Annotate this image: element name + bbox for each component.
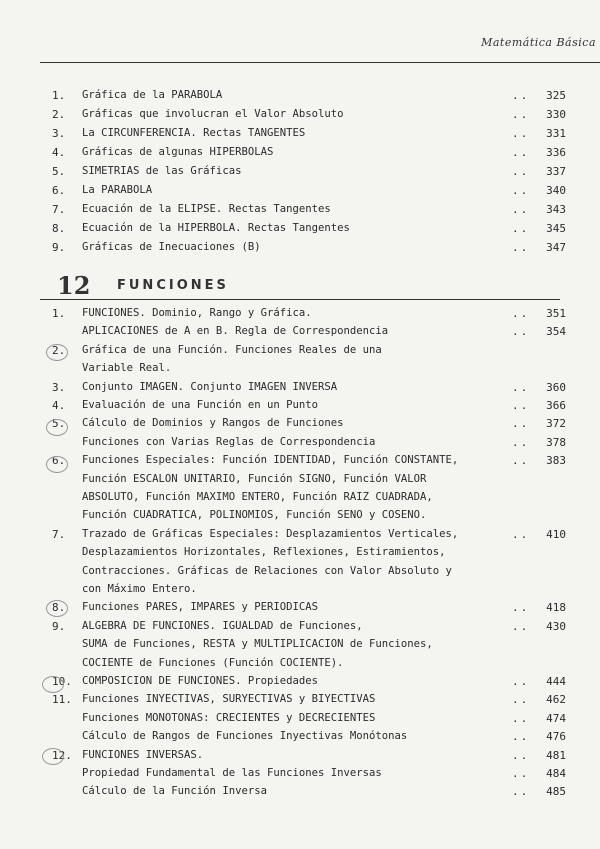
toc-entry <box>0 617 600 636</box>
toc-page-number: 481 <box>546 748 566 762</box>
toc-leader-dots: .. <box>512 675 530 688</box>
toc-page-number: 360 <box>546 380 566 394</box>
toc-page-number: 330 <box>546 108 566 121</box>
toc-entry-number: 11. <box>52 693 72 707</box>
hand-drawn-circle-mark <box>46 456 68 473</box>
toc-entry <box>0 470 600 489</box>
toc-page-number: 343 <box>546 203 566 216</box>
toc-entry-title: Variable Real. <box>82 362 172 375</box>
toc-page-number: 354 <box>546 325 566 339</box>
toc-page-number: 444 <box>546 675 566 688</box>
toc-entry <box>0 181 600 200</box>
toc-leader-dots: .. <box>512 108 530 121</box>
toc-entry <box>0 543 600 562</box>
toc-entry-title: SUMA de Funciones, RESTA y MULTIPLICACION de Funciones, <box>82 638 433 651</box>
toc-leader-dots: .. <box>512 767 530 780</box>
toc-page-number: 340 <box>546 184 566 197</box>
hand-drawn-circle-mark <box>42 748 64 765</box>
toc-entry <box>0 506 600 525</box>
toc-leader-dots: .. <box>512 601 530 615</box>
toc-entry-number: 5. <box>52 417 66 431</box>
toc-entry <box>0 238 600 257</box>
toc-leader-dots: .. <box>512 325 530 339</box>
toc-leader-dots: .. <box>512 203 530 216</box>
toc-leader-dots: .. <box>512 527 530 541</box>
toc-entry-title: Cálculo de Dominios y Rangos de Funciones <box>82 417 344 430</box>
toc-entry-title: Funciones MONOTONAS: CRECIENTES y DECRECIENTES <box>82 711 376 724</box>
toc-entry-title: ALGEBRA DE FUNCIONES. IGUALDAD de Funciones, <box>82 619 363 632</box>
toc-entry <box>0 162 600 181</box>
toc-page-number: 345 <box>546 222 566 235</box>
toc-entry <box>0 764 600 783</box>
toc-leader-dots: .. <box>512 693 530 707</box>
header-rule <box>40 62 600 63</box>
toc-leader-dots: .. <box>512 146 530 159</box>
toc-entry <box>0 580 600 599</box>
toc-entry <box>0 414 600 433</box>
toc-entry <box>0 124 600 143</box>
toc-entry-title: SIMETRIAS de las Gráficas <box>82 165 242 177</box>
hand-drawn-circle-mark <box>46 419 68 436</box>
toc-leader-dots: .. <box>512 165 530 178</box>
toc-page-number: 410 <box>546 527 566 541</box>
toc-entry <box>0 304 600 323</box>
toc-entry-number: 10. <box>52 675 72 688</box>
toc-entry-number: 3. <box>52 380 66 394</box>
toc-entry-title: FUNCIONES INVERSAS. <box>82 748 204 761</box>
toc-entry <box>0 359 600 378</box>
toc-entry-title: Gráficas de algunas HIPERBOLAS <box>82 146 274 158</box>
toc-page-number: 484 <box>546 767 566 780</box>
toc-entry-title: Ecuación de la HIPERBOLA. Rectas Tangentes <box>82 222 350 234</box>
toc-leader-dots: .. <box>512 380 530 394</box>
toc-entry <box>0 672 600 691</box>
toc-entry-number: 9. <box>52 619 66 633</box>
toc-entry <box>0 727 600 746</box>
toc-entry-title: Función CUADRATICA, POLINOMIOS, Función SENO y COSENO. <box>82 509 427 522</box>
toc-leader-dots: .. <box>512 222 530 235</box>
toc-entry-title: La PARABOLA <box>82 184 153 196</box>
toc-entry-title: Desplazamientos Horizontales, Reflexiones, Estiramientos, <box>82 546 446 559</box>
toc-entry <box>0 105 600 124</box>
toc-page-number: 476 <box>546 730 566 744</box>
toc-entry <box>0 782 600 801</box>
toc-leader-dots: .. <box>512 399 530 412</box>
toc-entry-number: 8. <box>52 601 66 615</box>
toc-page-number: 378 <box>546 435 566 449</box>
toc-leader-dots: .. <box>512 184 530 197</box>
toc-entry <box>0 488 600 507</box>
toc-leader-dots: .. <box>512 748 530 762</box>
toc-entry-title: Trazado de Gráficas Especiales: Desplazamientos Verticales, <box>82 527 459 540</box>
toc-entry <box>0 219 600 238</box>
toc-entry-number: 8. <box>52 222 66 235</box>
toc-entry-number: 3. <box>52 127 66 140</box>
toc-entry-title: APLICACIONES de A en B. Regla de Correspondencia <box>82 325 389 338</box>
toc-entry-number: 9. <box>52 241 66 254</box>
toc-entry <box>0 746 600 765</box>
toc-page-number: 325 <box>546 89 566 102</box>
toc-entry-number: 12. <box>52 748 72 762</box>
toc-entry-title: Gráficas que involucran el Valor Absoluto <box>82 108 344 120</box>
toc-entry-number: 7. <box>52 527 66 541</box>
toc-entry-number: 1. <box>52 307 66 320</box>
chapter-number: 12 <box>57 271 91 300</box>
toc-entry-title: La CIRCUNFERENCIA. Rectas TANGENTES <box>82 127 306 139</box>
toc-leader-dots: .. <box>512 89 530 102</box>
toc-entry-number: 2. <box>52 108 66 121</box>
toc-entry-title: Ecuación de la ELIPSE. Rectas Tangentes <box>82 203 331 215</box>
toc-entry <box>0 690 600 709</box>
toc-entry-title: Cálculo de Rangos de Funciones Inyectivas Monótonas <box>82 730 408 743</box>
toc-entry-title: Contracciones. Gráficas de Relaciones con Valor Absoluto y <box>82 564 452 577</box>
toc-page-number: 462 <box>546 693 566 707</box>
toc-entry <box>0 341 600 360</box>
toc-entry-title: Evaluación de una Función en un Punto <box>82 399 318 411</box>
toc-leader-dots: .. <box>512 307 530 320</box>
chapter-title: FUNCIONES <box>117 278 229 293</box>
toc-page-number: 383 <box>546 454 566 468</box>
toc-entry <box>0 562 600 581</box>
running-header-title: Matemática Básica <box>481 36 596 49</box>
toc-entry-number: 6. <box>52 454 66 468</box>
toc-entry <box>0 200 600 219</box>
toc-page-number: 351 <box>546 307 566 320</box>
hand-drawn-circle-mark <box>46 344 68 361</box>
toc-entry-number: 5. <box>52 165 66 178</box>
toc-entry <box>0 396 600 415</box>
toc-entry <box>0 378 600 397</box>
chapter-rule <box>40 299 560 300</box>
toc-entry-number: 4. <box>52 399 66 412</box>
toc-entry-title: Funciones INYECTIVAS, SURYECTIVAS y BIYECTIVAS <box>82 693 376 706</box>
toc-leader-dots: .. <box>512 785 530 799</box>
toc-leader-dots: .. <box>512 127 530 140</box>
toc-entry-title: Gráficas de Inecuaciones (B) <box>82 241 261 253</box>
toc-page-number: 474 <box>546 711 566 725</box>
toc-entry <box>0 451 600 470</box>
toc-entry <box>0 709 600 728</box>
toc-page-number: 336 <box>546 146 566 159</box>
toc-page-number: 337 <box>546 165 566 178</box>
toc-leader-dots: .. <box>512 417 530 431</box>
toc-leader-dots: .. <box>512 435 530 449</box>
toc-entry-title: ABSOLUTO, Función MAXIMO ENTERO, Función RAIZ CUADRADA, <box>82 491 433 503</box>
toc-entry <box>0 525 600 544</box>
toc-entry-number: 6. <box>52 184 66 197</box>
toc-entry-number: 4. <box>52 146 66 159</box>
toc-entry-title: con Máximo Entero. <box>82 583 197 595</box>
toc-entry-title: COCIENTE de Funciones (Función COCIENTE). <box>82 656 344 669</box>
toc-entry <box>0 433 600 452</box>
running-header <box>0 36 600 52</box>
toc-entry-number: 1. <box>52 89 66 102</box>
toc-entry <box>0 635 600 654</box>
toc-entry-title: Gráfica de la PARABOLA <box>82 89 223 101</box>
toc-page-number: 418 <box>546 601 566 615</box>
toc-leader-dots: .. <box>512 619 530 633</box>
toc-page-number: 372 <box>546 417 566 431</box>
toc-entry-number: 7. <box>52 203 66 216</box>
toc-entry-title: Funciones con Varias Reglas de Correspondencia <box>82 435 376 448</box>
chapter-heading <box>0 272 600 300</box>
toc-page-number: 347 <box>546 241 566 254</box>
toc-entry <box>0 654 600 673</box>
toc-entry-title: Gráfica de una Función. Funciones Reales de una <box>82 343 382 356</box>
toc-page-number: 331 <box>546 127 566 140</box>
toc-entry-title: Función ESCALON UNITARIO, Función SIGNO, Función VALOR <box>82 472 427 485</box>
toc-page-number: 430 <box>546 619 566 633</box>
toc-entry <box>0 86 600 105</box>
toc-entry <box>0 598 600 617</box>
toc-entry-title: Funciones Especiales: Función IDENTIDAD, Función CONSTANTE, <box>82 454 459 467</box>
hand-drawn-circle-mark <box>46 600 68 617</box>
toc-page-number: 485 <box>546 785 566 799</box>
toc-page-number: 366 <box>546 399 566 412</box>
toc-entry <box>0 143 600 162</box>
toc-entry-title: Conjunto IMAGEN. Conjunto IMAGEN INVERSA <box>82 380 338 393</box>
toc-entry-title: Propiedad Fundamental de las Funciones Inversas <box>82 767 382 779</box>
toc-leader-dots: .. <box>512 241 530 254</box>
hand-drawn-circle-mark <box>42 676 64 693</box>
toc-entry-title: Funciones PARES, IMPARES y PERIODICAS <box>82 601 318 614</box>
toc-leader-dots: .. <box>512 730 530 744</box>
toc-entry-number: 2. <box>52 343 66 357</box>
toc-leader-dots: .. <box>512 454 530 468</box>
toc-entry-title: COMPOSICION DE FUNCIONES. Propiedades <box>82 675 318 687</box>
toc-leader-dots: .. <box>512 711 530 725</box>
toc-entry-title: FUNCIONES. Dominio, Rango y Gráfica. <box>82 307 312 319</box>
toc-entry <box>0 322 600 341</box>
toc-entry-title: Cálculo de la Función Inversa <box>82 785 267 798</box>
